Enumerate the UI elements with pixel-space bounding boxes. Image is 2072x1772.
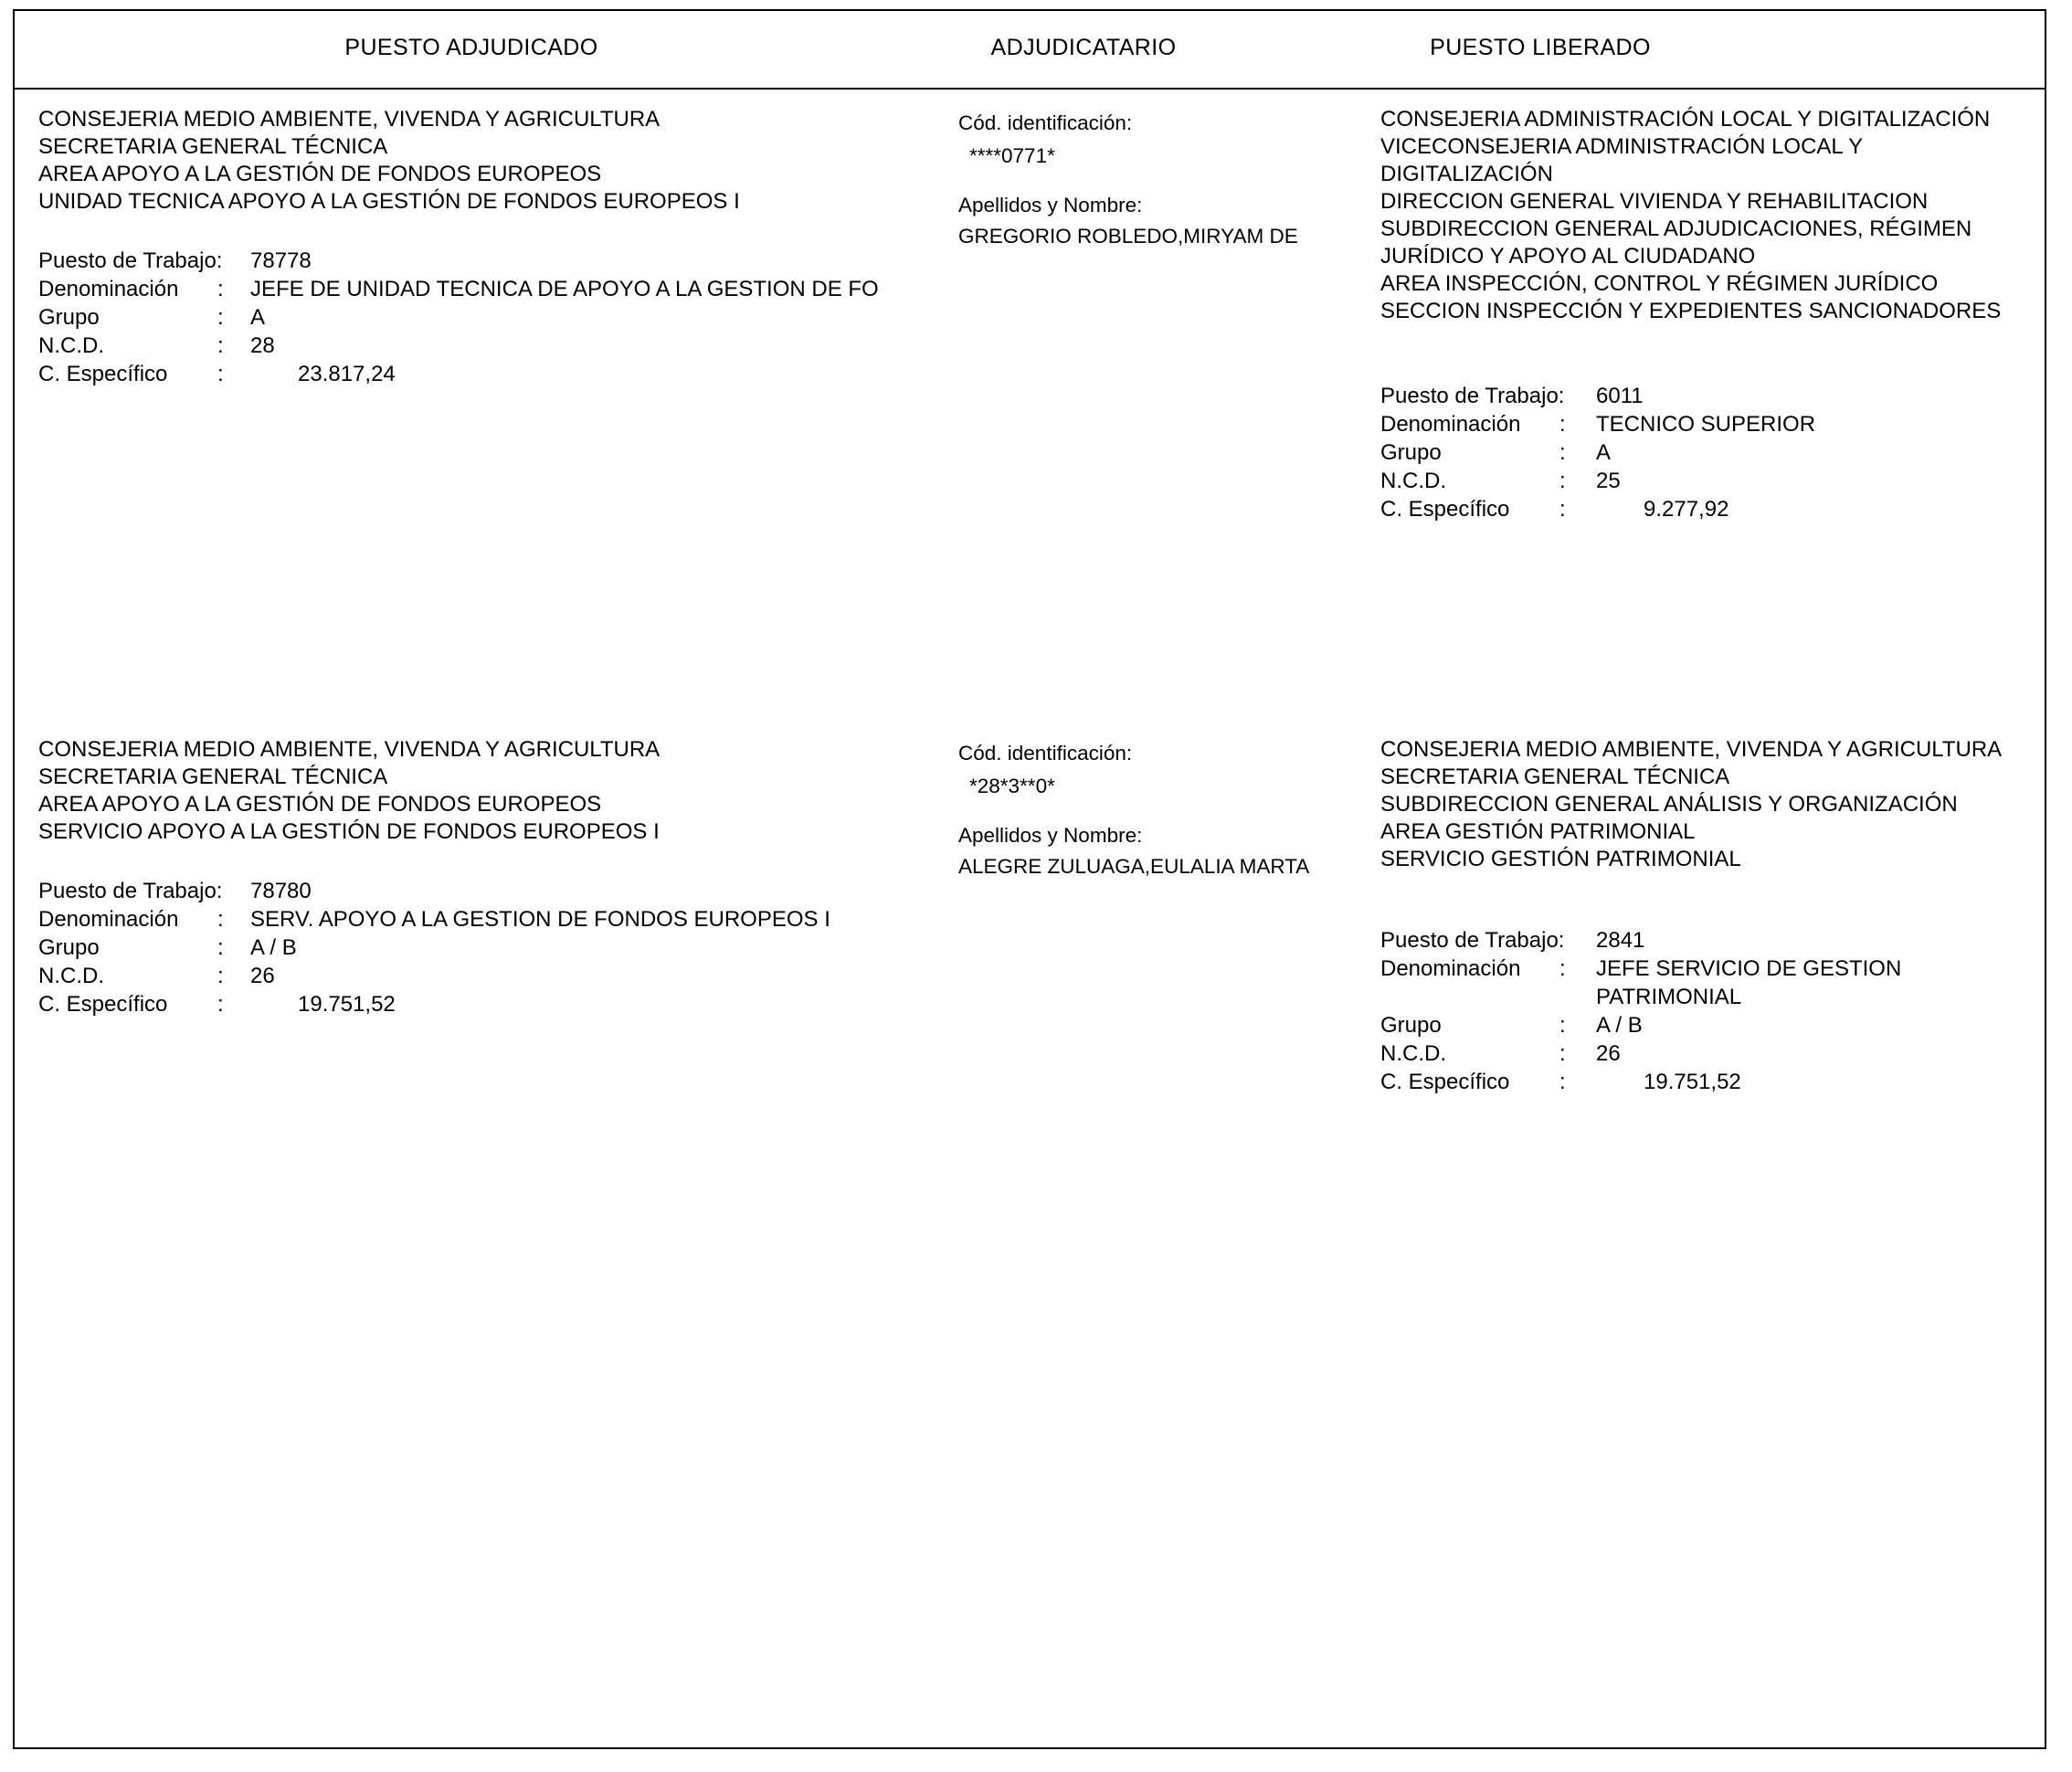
detail-c-especifico: [1380, 1068, 2020, 1096]
puesto-liberado-cell: [1380, 106, 2020, 523]
org-line: CONSEJERIA MEDIO AMBIENTE, VIVENDA Y AGRICULTURA: [1380, 737, 2003, 762]
org-line: SUBDIRECCION GENERAL ADJUDICACIONES, RÉGIMEN JURÍDICO Y APOYO AL CIUDADANO: [1380, 216, 1972, 269]
cod-identificacion-label: Cód. identificación:: [958, 742, 1133, 765]
detail-denominacion: [38, 905, 934, 933]
detail-puesto-trabajo: [1380, 382, 2020, 410]
detail-label: C. Específico: [38, 362, 168, 386]
adjudications-table: [13, 9, 2046, 1749]
detail-denominacion: [1380, 955, 2020, 1011]
table-row: [15, 90, 2045, 720]
detail-label: Puesto de Trabajo:: [1380, 928, 1565, 953]
cod-identificacion-value: ****0771*: [969, 144, 1055, 167]
detail-colon: :: [1559, 412, 1566, 437]
org-line: SECRETARIA GENERAL TÉCNICA: [38, 765, 388, 789]
detail-label: Puesto de Trabajo:: [38, 879, 223, 903]
org-line: SECRETARIA GENERAL TÉCNICA: [38, 134, 388, 159]
cod-identificacion-label: Cód. identificación:: [958, 111, 1133, 134]
org-line: SUBDIRECCION GENERAL ANÁLISIS Y ORGANIZACIÓN: [1380, 792, 1958, 817]
detail-value: A: [1596, 440, 1612, 465]
detail-c-especifico: [1380, 495, 2020, 523]
org-line: CONSEJERIA ADMINISTRACIÓN LOCAL Y DIGITALIZACIÓN: [1380, 107, 1991, 132]
puesto-detail-block: [38, 877, 934, 1018]
detail-c-especifico: [38, 990, 934, 1018]
org-line: UNIDAD TECNICA APOYO A LA GESTIÓN DE FONDOS EUROPEOS I: [38, 189, 740, 214]
detail-value: 25: [1596, 469, 1621, 493]
detail-puesto-trabajo: [1380, 926, 2020, 955]
detail-value: JEFE DE UNIDAD TECNICA DE APOYO A LA GESTION DE FO: [250, 277, 879, 301]
detail-grupo: [1380, 1011, 2020, 1039]
detail-value: 28: [250, 333, 275, 358]
detail-label: Grupo: [38, 305, 100, 330]
detail-value: JEFE SERVICIO DE GESTION PATRIMONIAL: [1596, 956, 1902, 1009]
detail-puesto-trabajo: [38, 877, 934, 905]
org-line: SECCION INSPECCIÓN Y EXPEDIENTES SANCIONADORES: [1380, 299, 2002, 323]
table-body: [15, 90, 2045, 1747]
detail-denominacion: [1380, 410, 2020, 438]
detail-label: C. Específico: [1380, 497, 1510, 522]
table-row: [15, 720, 2045, 1195]
org-line: VICECONSEJERIA ADMINISTRACIÓN LOCAL Y DIGITALIZACIÓN: [1380, 134, 1863, 186]
detail-label: Puesto de Trabajo:: [38, 248, 223, 273]
org-line: SERVICIO GESTIÓN PATRIMONIAL: [1380, 847, 1741, 871]
puesto-adjudicado-cell: [38, 106, 934, 388]
detail-colon: :: [217, 935, 224, 960]
apellidos-nombre-label: Apellidos y Nombre:: [958, 194, 1143, 216]
detail-grupo: [1380, 438, 2020, 467]
puesto-detail-block: [1380, 382, 2020, 523]
detail-puesto-trabajo: [38, 247, 934, 275]
detail-ncd: [1380, 1039, 2020, 1068]
detail-value: 26: [1596, 1041, 1621, 1066]
detail-label: N.C.D.: [1380, 1041, 1446, 1066]
puesto-liberado-cell: [1380, 736, 2020, 1096]
detail-label: Grupo: [1380, 440, 1442, 465]
detail-colon: :: [1559, 1041, 1566, 1066]
detail-colon: :: [1559, 497, 1566, 522]
detail-colon: :: [1559, 440, 1566, 465]
detail-grupo: [38, 933, 934, 962]
detail-label: C. Específico: [1380, 1070, 1510, 1094]
detail-grupo: [38, 303, 934, 332]
detail-ncd: [1380, 467, 2020, 495]
org-line: SECRETARIA GENERAL TÉCNICA: [1380, 765, 1730, 789]
detail-value: 23.817,24: [298, 362, 396, 386]
detail-colon: :: [1559, 956, 1566, 981]
cod-identificacion-value: *28*3**0*: [969, 775, 1055, 797]
detail-colon: :: [1559, 469, 1566, 493]
adjudicatario-cell: [958, 110, 1360, 250]
apellidos-nombre-value: GREGORIO ROBLEDO,MIRYAM DE: [958, 225, 1298, 248]
detail-colon: :: [217, 964, 224, 988]
org-line: CONSEJERIA MEDIO AMBIENTE, VIVENDA Y AGRICULTURA: [38, 737, 661, 762]
detail-label: Denominación: [38, 907, 179, 932]
detail-label: Puesto de Trabajo:: [1380, 384, 1565, 408]
detail-value: 26: [250, 964, 275, 988]
org-line: AREA APOYO A LA GESTIÓN DE FONDOS EUROPEOS: [38, 792, 602, 817]
detail-label: N.C.D.: [38, 333, 104, 358]
column-header-puesto-adjudicado: PUESTO ADJUDICADO: [344, 35, 598, 60]
detail-value: 19.751,52: [298, 992, 396, 1017]
apellidos-nombre-value: ALEGRE ZULUAGA,EULALIA MARTA: [958, 855, 1310, 878]
detail-value: 78778: [250, 248, 312, 273]
detail-value: A / B: [250, 935, 297, 960]
puesto-detail-block: [38, 247, 934, 388]
detail-colon: :: [217, 333, 224, 358]
detail-colon: :: [217, 992, 224, 1017]
detail-value: 2841: [1596, 928, 1645, 953]
detail-value: A: [250, 305, 266, 330]
detail-ncd: [38, 332, 934, 360]
detail-value: 78780: [250, 879, 312, 903]
detail-value: TECNICO SUPERIOR: [1596, 412, 1816, 437]
detail-label: Grupo: [38, 935, 100, 960]
org-line: SERVICIO APOYO A LA GESTIÓN DE FONDOS EUROPEOS I: [38, 819, 660, 844]
detail-colon: :: [217, 277, 224, 301]
detail-colon: :: [1559, 1013, 1566, 1038]
detail-c-especifico: [38, 360, 934, 388]
detail-label: Grupo: [1380, 1013, 1442, 1038]
adjudicatario-cell: [958, 740, 1360, 881]
org-line: AREA GESTIÓN PATRIMONIAL: [1380, 819, 1696, 844]
detail-ncd: [38, 962, 934, 990]
column-header-adjudicatario: ADJUDICATARIO: [990, 35, 1177, 60]
column-header-puesto-liberado: PUESTO LIBERADO: [1430, 35, 1651, 60]
detail-value: SERV. APOYO A LA GESTION DE FONDOS EUROPEOS I: [250, 907, 830, 932]
puesto-adjudicado-cell: [38, 736, 934, 1018]
apellidos-nombre-label: Apellidos y Nombre:: [958, 824, 1143, 847]
detail-denominacion: [38, 275, 934, 303]
detail-label: C. Específico: [38, 992, 168, 1017]
detail-value: 6011: [1596, 384, 1644, 408]
org-line: CONSEJERIA MEDIO AMBIENTE, VIVENDA Y AGRICULTURA: [38, 107, 661, 132]
detail-value: A / B: [1596, 1013, 1643, 1038]
org-line: AREA INSPECCIÓN, CONTROL Y RÉGIMEN JURÍDICO: [1380, 271, 1939, 296]
puesto-detail-block: [1380, 926, 2020, 1096]
table-header-row: [15, 11, 2045, 90]
detail-label: N.C.D.: [1380, 469, 1446, 493]
detail-label: N.C.D.: [38, 964, 104, 988]
detail-colon: :: [217, 305, 224, 330]
detail-value: 19.751,52: [1644, 1070, 1741, 1094]
detail-label: Denominación: [1380, 412, 1521, 437]
detail-value: 9.277,92: [1644, 497, 1729, 522]
detail-label: Denominación: [1380, 956, 1521, 981]
org-line: DIRECCION GENERAL VIVIENDA Y REHABILITACION: [1380, 189, 1929, 214]
detail-colon: :: [217, 907, 224, 932]
detail-colon: :: [1559, 1070, 1566, 1094]
detail-label: Denominación: [38, 277, 179, 301]
org-line: AREA APOYO A LA GESTIÓN DE FONDOS EUROPEOS: [38, 162, 602, 186]
detail-colon: :: [217, 362, 224, 386]
